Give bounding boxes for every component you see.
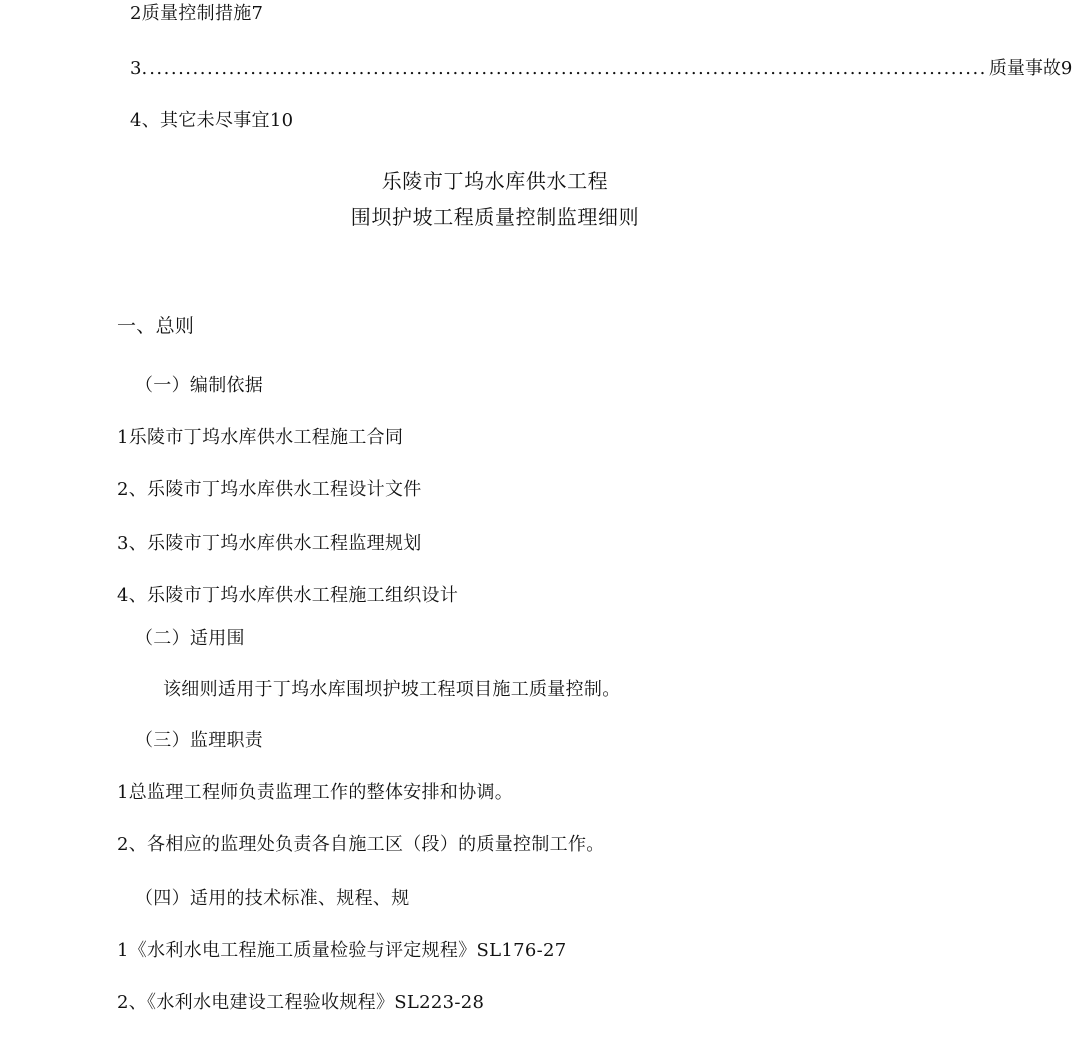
subsection-heading-standards: （四）适用的技术标准、规程、规 [135, 888, 410, 909]
basis-item: 2、乐陵市丁坞水库供水工程设计文件 [117, 479, 422, 500]
scope-paragraph: 该细则适用于丁坞水库围坝护坡工程项目施工质量控制。 [163, 679, 621, 700]
toc-item-3-label: 质量事故9 [988, 58, 1072, 79]
subsection-heading-basis: （一）编制依据 [135, 375, 264, 396]
toc-item-3 [130, 57, 1072, 81]
subsection-heading-scope: （二）适用围 [135, 628, 245, 649]
toc-leader-dots: .................................................................................................................... [149, 58, 987, 79]
subsection-heading-duties: （三）监理职责 [135, 730, 264, 751]
standard-item: 1《水利水电工程施工质量检验与评定规程》SL176-27 [117, 940, 567, 961]
standard-item: 2、《水利水电建设工程验收规程》SL223-28 [117, 992, 485, 1013]
document-title-line-1: 乐陵市丁坞水库供水工程 [381, 169, 609, 193]
section-heading-general: 一、总则 [117, 315, 195, 337]
toc-item-4: 4、其它未尽事宜10 [130, 110, 294, 131]
basis-item: 3、乐陵市丁坞水库供水工程监理规划 [117, 533, 422, 554]
duty-item: 1总监理工程师负责监理工作的整体安排和协调。 [117, 782, 514, 803]
toc-item-2: 2质量控制措施7 [130, 3, 264, 24]
document-title-line-2: 围坝护坡工程质量控制监理细则 [350, 205, 640, 229]
toc-item-3-number: 3. [130, 58, 148, 79]
basis-item: 4、乐陵市丁坞水库供水工程施工组织设计 [117, 585, 459, 606]
duty-item: 2、各相应的监理处负责各自施工区（段）的质量控制工作。 [117, 834, 605, 855]
basis-item: 1乐陵市丁坞水库供水工程施工合同 [117, 427, 404, 448]
